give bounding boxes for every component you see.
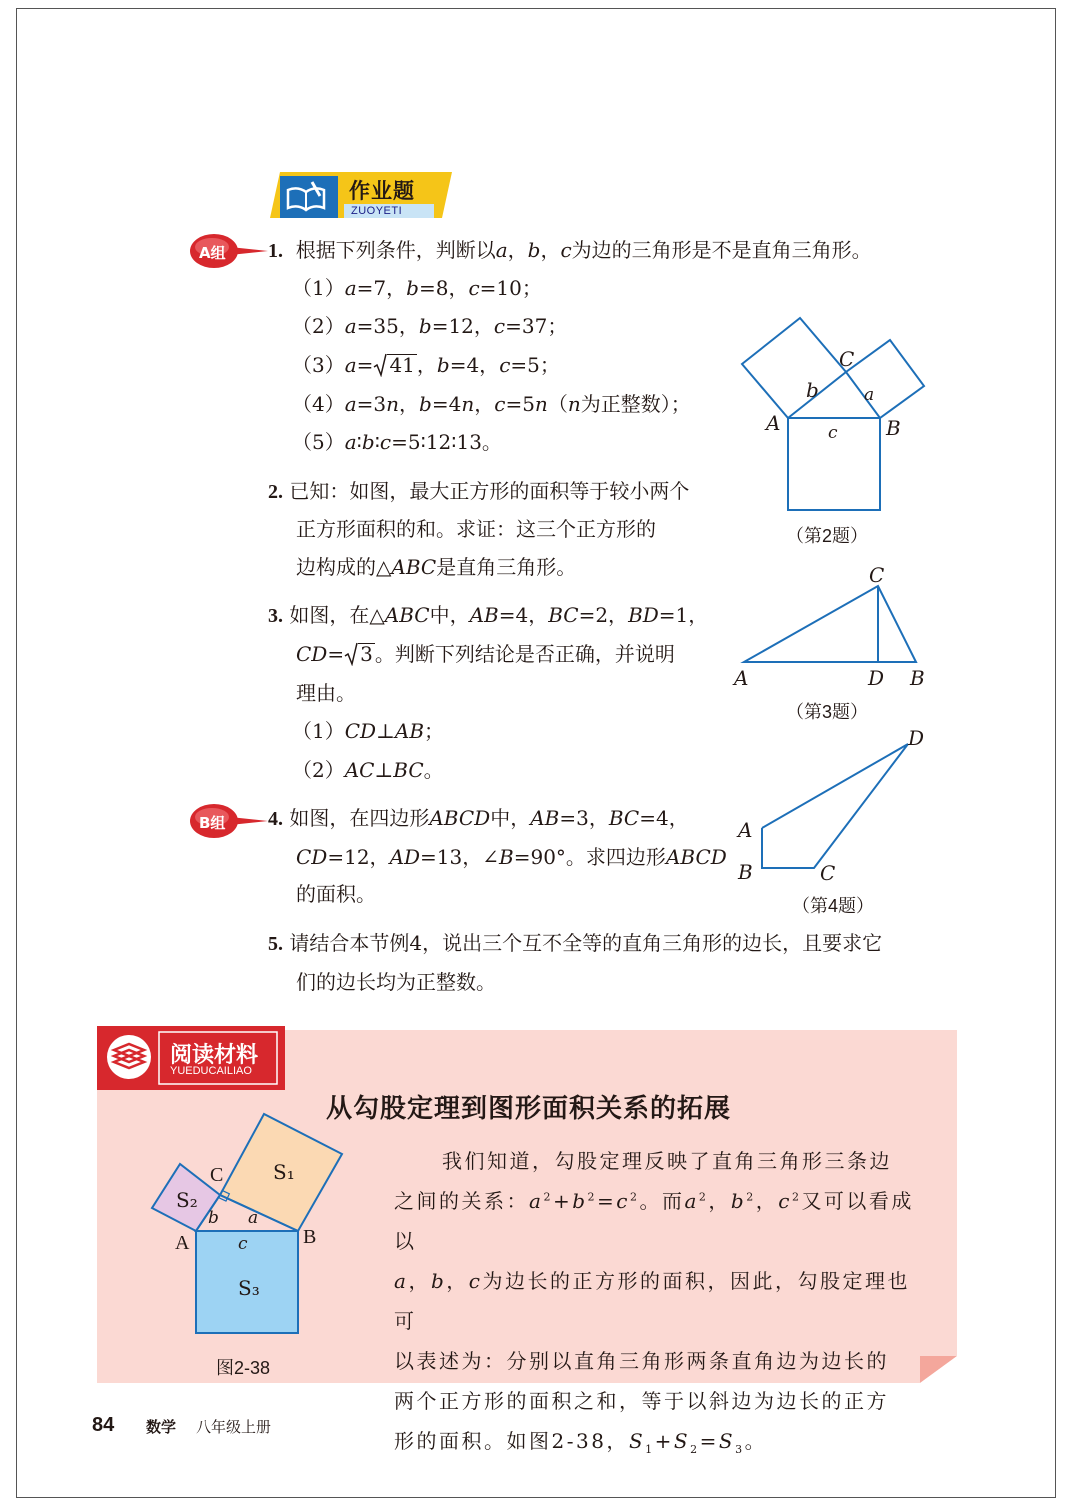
figure-q2 bbox=[730, 310, 940, 520]
q4-line-2: CD=12，AD=13，∠B=90°。求四边形ABCD bbox=[296, 845, 727, 869]
q4-line-3: 的面积。 bbox=[296, 882, 376, 906]
fig238-label-B: B bbox=[303, 1226, 317, 1248]
group-a-label: A组 bbox=[199, 244, 226, 262]
footer-subject: 数学 bbox=[146, 1418, 177, 1436]
fig238-label-c: c bbox=[238, 1234, 248, 1254]
reading-title: 从勾股定理到图形面积关系的拓展 bbox=[326, 1094, 732, 1124]
figure-q3 bbox=[740, 580, 930, 670]
fig4-label-C: C bbox=[820, 861, 836, 885]
fig3-label-C: C bbox=[869, 563, 885, 587]
question-4: 4. 如图，在四边形ABCD中，AB=3，BC=4， bbox=[268, 806, 689, 830]
q3-line-2: CD= 3 。判断下列结论是否正确，并说明 bbox=[296, 642, 675, 666]
reading-badge-title: 阅读材料 bbox=[170, 1043, 259, 1068]
fig238-caption: 图2-38 bbox=[216, 1358, 271, 1378]
q3-item-1: （1）CD⊥AB； bbox=[292, 719, 445, 743]
question-number: 1. bbox=[268, 240, 283, 262]
fig2-label-c: c bbox=[828, 423, 838, 443]
fig2-label-B: B bbox=[886, 416, 901, 440]
q1-item-2: （2）a=35，b=12，c=37； bbox=[292, 314, 568, 338]
fig2-label-A: A bbox=[766, 411, 781, 435]
q1-item-5: （5）a∶b∶c=5∶12∶13。 bbox=[292, 430, 502, 454]
group-b-label: B组 bbox=[199, 814, 226, 832]
reading-line-5: 两个正方形的面积之和，等于以斜边为边长的正方 bbox=[394, 1389, 889, 1413]
question-2: 2. 已知：如图，最大正方形的面积等于较小两个 bbox=[268, 479, 690, 503]
question-5: 5. 请结合本节例4，说出三个互不全等的直角三角形的边长，且要求它 bbox=[268, 931, 883, 955]
reading-line-4: 以表述为：分别以直角三角形两条直角边为边长的 bbox=[394, 1349, 889, 1373]
fig4-label-B: B bbox=[738, 860, 753, 884]
reading-badge-subtitle: YUEDUCAILIAO bbox=[170, 1065, 252, 1077]
q1-item-4: （4）a=3n，b=4n，c=5n（n为正整数）； bbox=[292, 392, 691, 416]
fig3-caption: （第3题） bbox=[786, 702, 869, 722]
fig3-label-A: A bbox=[734, 666, 749, 690]
fig2-label-b: b bbox=[806, 378, 819, 402]
reading-line-2: 之间的关系：$a^2+b^2=c^2$。而$a^2$，$b^2$，$c^2$又可以看成以 bbox=[394, 1189, 914, 1253]
q3-item-2: （2）AC⊥BC。 bbox=[292, 758, 444, 782]
question-3: 3. 如图，在△ABC中，AB=4，BC=2，BD=1， bbox=[268, 603, 709, 627]
q2-line-2: 正方形面积的和。求证：这三个正方形的 bbox=[296, 517, 656, 541]
fig238-label-S1: S₁ bbox=[273, 1160, 295, 1184]
fig238-label-C: C bbox=[210, 1164, 224, 1186]
q3-line-3: 理由。 bbox=[296, 681, 356, 705]
fig238-label-S2: S₂ bbox=[176, 1188, 198, 1212]
fig238-label-b: b bbox=[208, 1208, 219, 1228]
fig238-label-A: A bbox=[175, 1232, 190, 1254]
reading-paragraph bbox=[394, 1141, 924, 1461]
fig4-label-D: D bbox=[908, 726, 925, 750]
q5-line-2: 们的边长均为正整数。 bbox=[296, 970, 496, 994]
q2-line-3: 边构成的△ABC是直角三角形。 bbox=[296, 555, 577, 579]
fig238-label-S3: S₃ bbox=[238, 1276, 260, 1300]
reading-line-1: 我们知道，勾股定理反映了直角三角形三条边 bbox=[442, 1149, 892, 1173]
homework-subtitle: ZUOYETI bbox=[351, 205, 403, 217]
q1-item-1: （1）a=7，b=8，c=10； bbox=[292, 276, 542, 300]
reading-line-3: a，b，c为边长的正方形的面积，因此，勾股定理也可 bbox=[394, 1269, 910, 1333]
figure-q4 bbox=[750, 740, 920, 875]
page-curl-corner bbox=[920, 1356, 957, 1383]
fig238-label-a: a bbox=[248, 1208, 259, 1228]
page-number: 84 bbox=[92, 1414, 115, 1436]
q1-item-3: （3）a= 41 ，b=4，c=5； bbox=[292, 353, 560, 377]
fig3-label-B: B bbox=[910, 666, 925, 690]
fig2-caption: （第2题） bbox=[786, 526, 869, 546]
question-1 bbox=[268, 238, 872, 263]
footer-book: 八年级上册 bbox=[196, 1418, 272, 1436]
reading-line-6: 形的面积。如图2-38，$S_1+S_2=S_3$。 bbox=[394, 1429, 768, 1456]
book-pen-icon bbox=[282, 178, 332, 214]
question-1-text: 根据下列条件，判断以a，b，c为边的三角形是不是直角三角形。 bbox=[289, 238, 872, 262]
books-icon bbox=[104, 1034, 154, 1080]
homework-title: 作业题 bbox=[349, 179, 415, 203]
fig2-label-C: C bbox=[839, 347, 855, 371]
fig4-caption: （第4题） bbox=[792, 896, 875, 916]
fig4-label-A: A bbox=[738, 818, 753, 842]
fig3-label-D: D bbox=[868, 666, 885, 690]
fig2-label-a: a bbox=[864, 385, 875, 405]
